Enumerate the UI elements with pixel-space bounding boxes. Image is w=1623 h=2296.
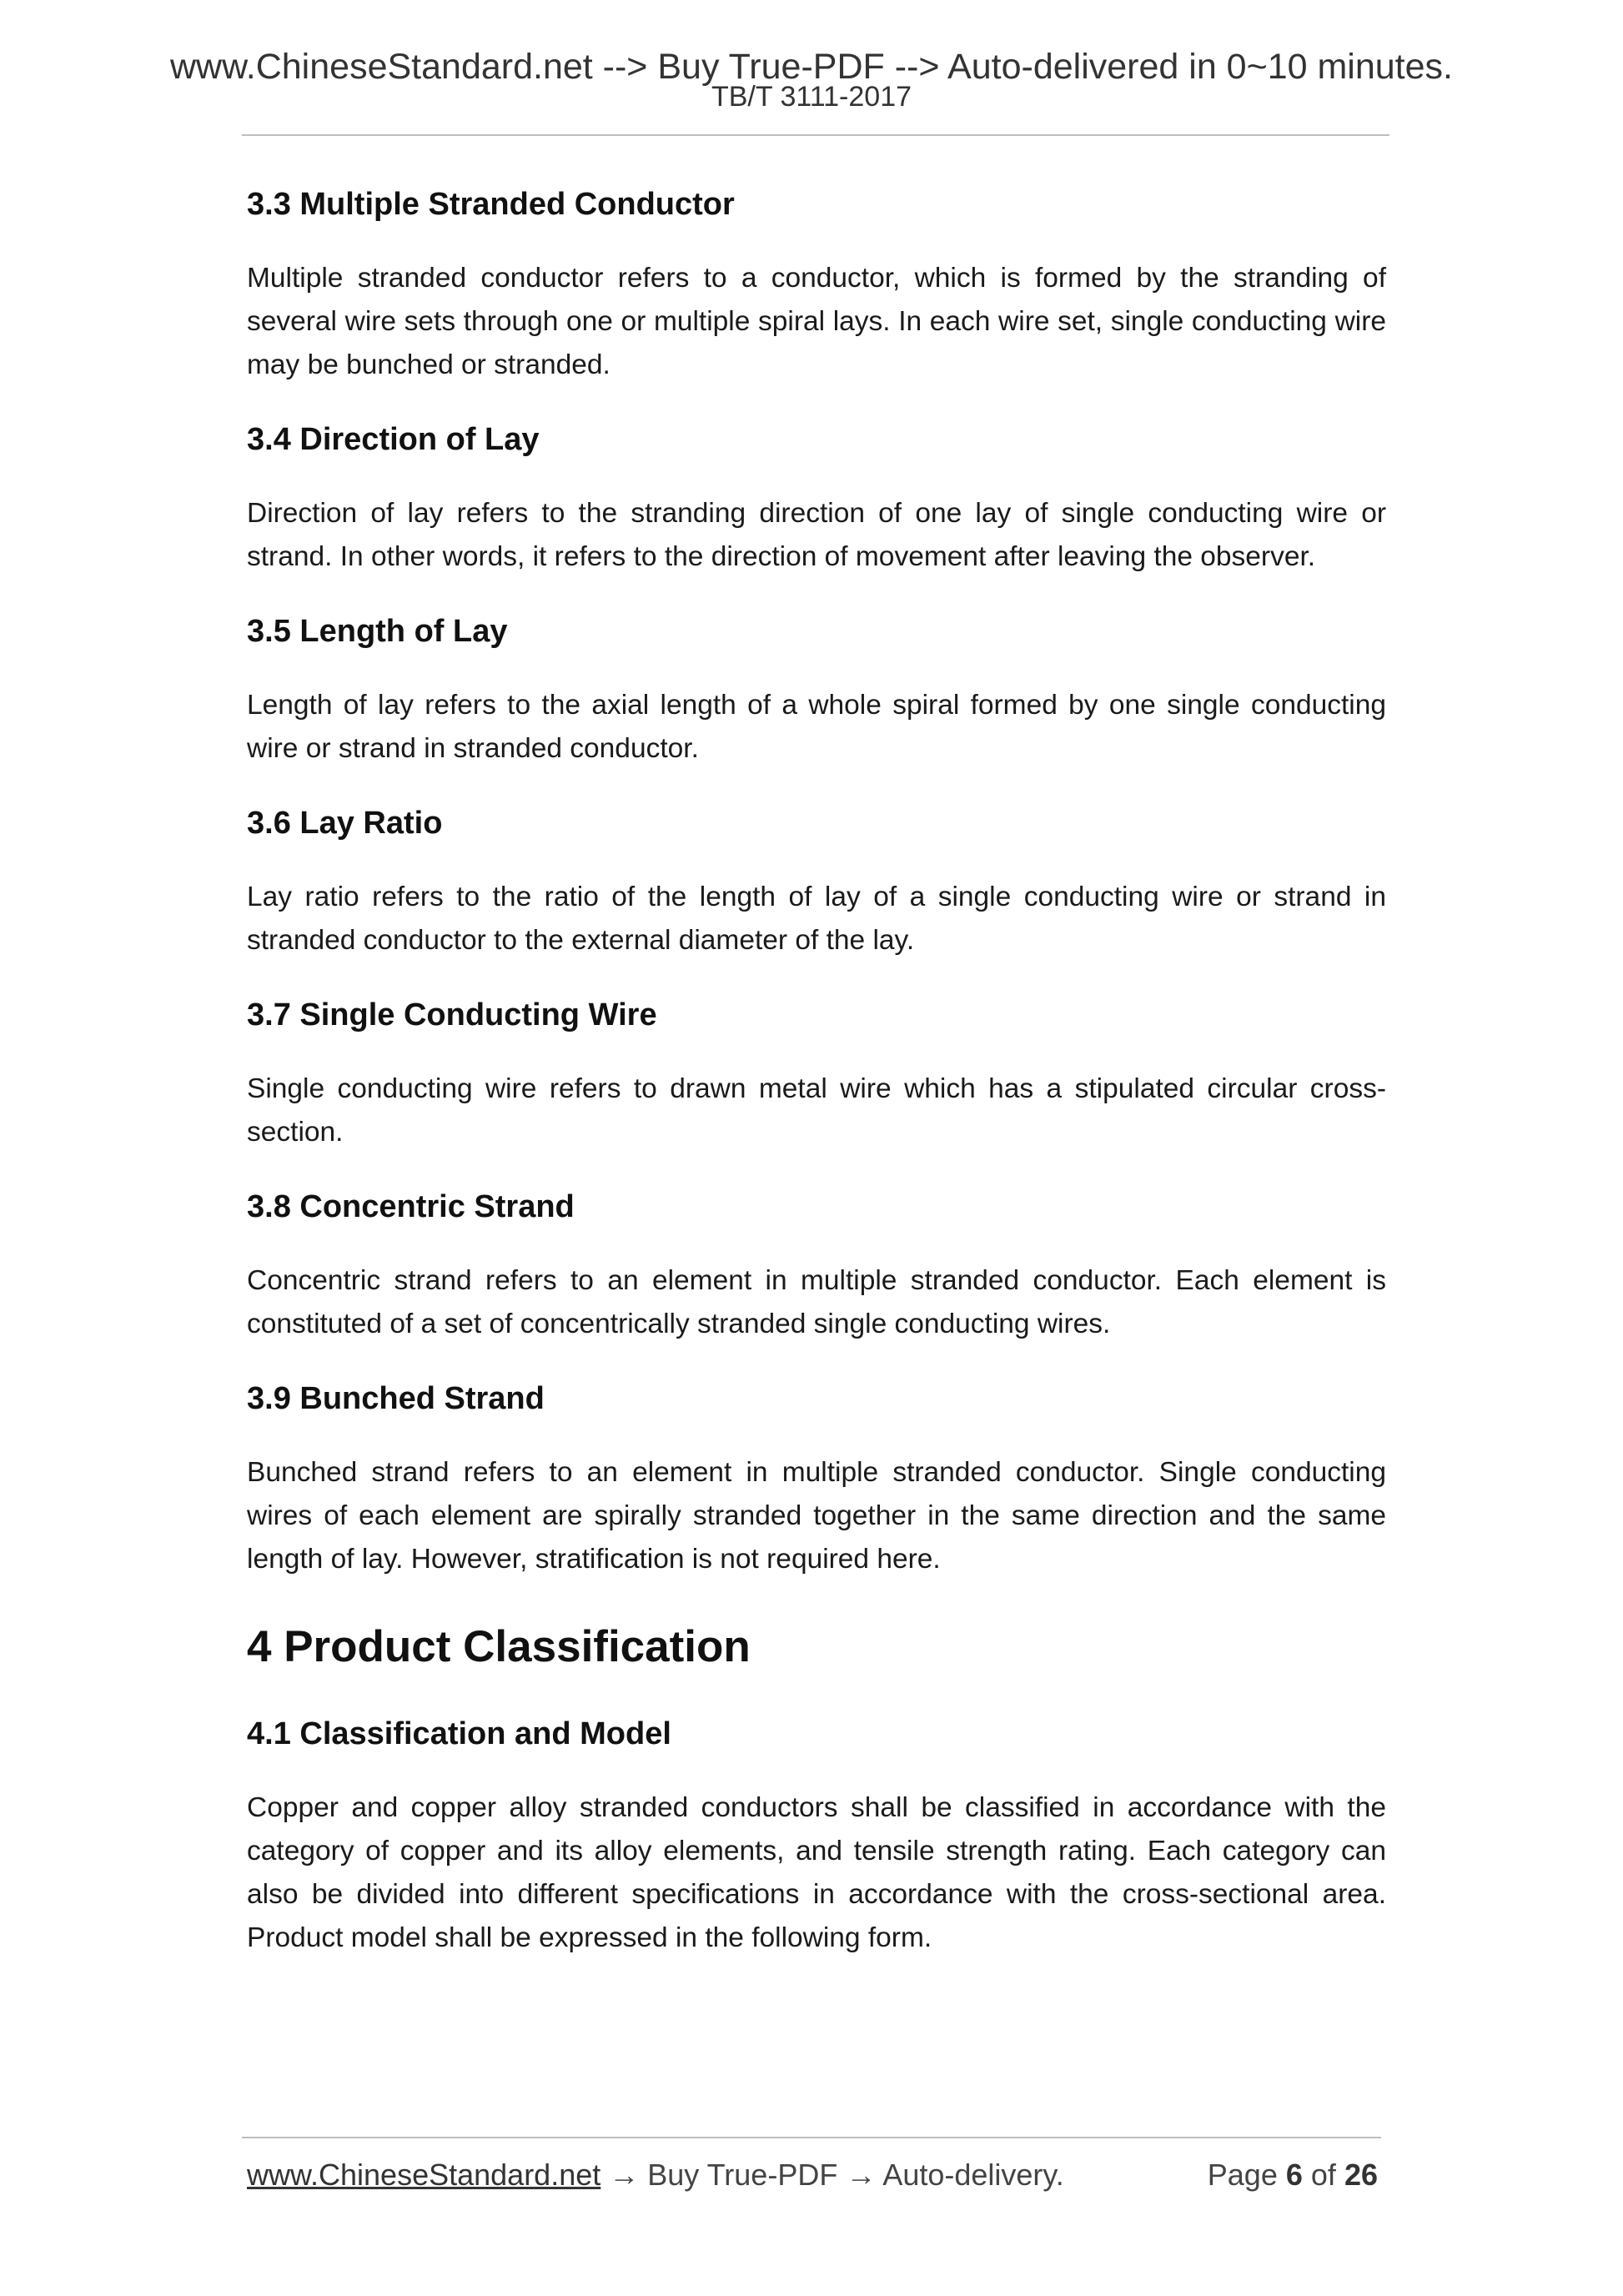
- section-body: Bunched strand refers to an element in multiple stranded conductor. Single conducting wires of each element are spirally stranded together in the same direction and the same length of lay. However, stratification is not required here.: [247, 1457, 1386, 1575]
- page-content: [247, 182, 1386, 1990]
- section-body: Single conducting wire refers to drawn metal wire which has a stipulated circular cross-section.: [247, 1073, 1386, 1148]
- page-label: Page: [1207, 2158, 1278, 2192]
- section-3-8: [247, 1184, 1386, 1346]
- footer-divider: [242, 2137, 1381, 2138]
- section-3-6: [247, 801, 1386, 962]
- section-body: Direction of lay refers to the stranding direction of one lay of single conducting wire or strand. In other words, it refers to the direction of movement after leaving the observer.: [247, 498, 1386, 572]
- section-heading: 3.7 Single Conducting Wire: [247, 997, 657, 1032]
- page-number: 6: [1285, 2158, 1303, 2192]
- section-body: Copper and copper alloy stranded conductors shall be classified in accordance with the category of copper and its alloy elements, and tensile strength rating. Each category can also be divided into different specifications in accordance with the cross-sectional area. Product model shall be expressed in the following form.: [247, 1792, 1386, 1953]
- section-3-4: [247, 417, 1386, 579]
- section-heading: 3.8 Concentric Strand: [247, 1189, 575, 1224]
- document-code: TB/T 3111-2017: [711, 81, 912, 113]
- page-total: 26: [1344, 2158, 1378, 2192]
- section-3-5: [247, 609, 1386, 771]
- footer-site-link[interactable]: www.ChineseStandard.net: [247, 2158, 601, 2192]
- section-heading: 4.1 Classification and Model: [247, 1716, 671, 1751]
- section-3-7: [247, 992, 1386, 1154]
- section-heading: 3.5 Length of Lay: [247, 614, 508, 649]
- section-body: Concentric strand refers to an element in multiple stranded conductor. Each element is constituted of a set of concentrically stranded single conducting wires.: [247, 1265, 1386, 1339]
- footer-tagline: → Buy True-PDF → Auto-delivery.: [600, 2158, 1064, 2192]
- section-body: Lay ratio refers to the ratio of the length of lay of a single conducting wire or strand in stranded conductor to the external diameter of the lay.: [247, 882, 1386, 956]
- section-heading: 3.6 Lay Ratio: [247, 806, 443, 841]
- chapter-heading: 4 Product Classification: [247, 1622, 751, 1671]
- header-divider: [242, 134, 1389, 136]
- top-banner: www.ChineseStandard.net --> Buy True-PDF --> Auto-delivered in 0~10 minutes.: [169, 47, 1453, 87]
- of-label: of: [1310, 2158, 1336, 2192]
- section-3-9: [247, 1376, 1386, 1581]
- footer-left: [247, 2155, 1064, 2195]
- section-body: Length of lay refers to the axial length of a whole spiral formed by one single conducting wire or strand in stranded conductor.: [247, 690, 1386, 764]
- section-body: Multiple stranded conductor refers to a conductor, which is formed by the stranding of several wire sets through one or multiple spiral lays. In each wire set, single conducting wire may be bunched or stranded.: [247, 263, 1386, 380]
- page-indicator: [1208, 2155, 1378, 2195]
- section-3-3: [247, 182, 1386, 387]
- section-heading: 3.9 Bunched Strand: [247, 1381, 545, 1416]
- section-heading: 3.4 Direction of Lay: [247, 422, 540, 457]
- section-4-1: [247, 1711, 1386, 1960]
- section-heading: 3.3 Multiple Stranded Conductor: [247, 187, 735, 222]
